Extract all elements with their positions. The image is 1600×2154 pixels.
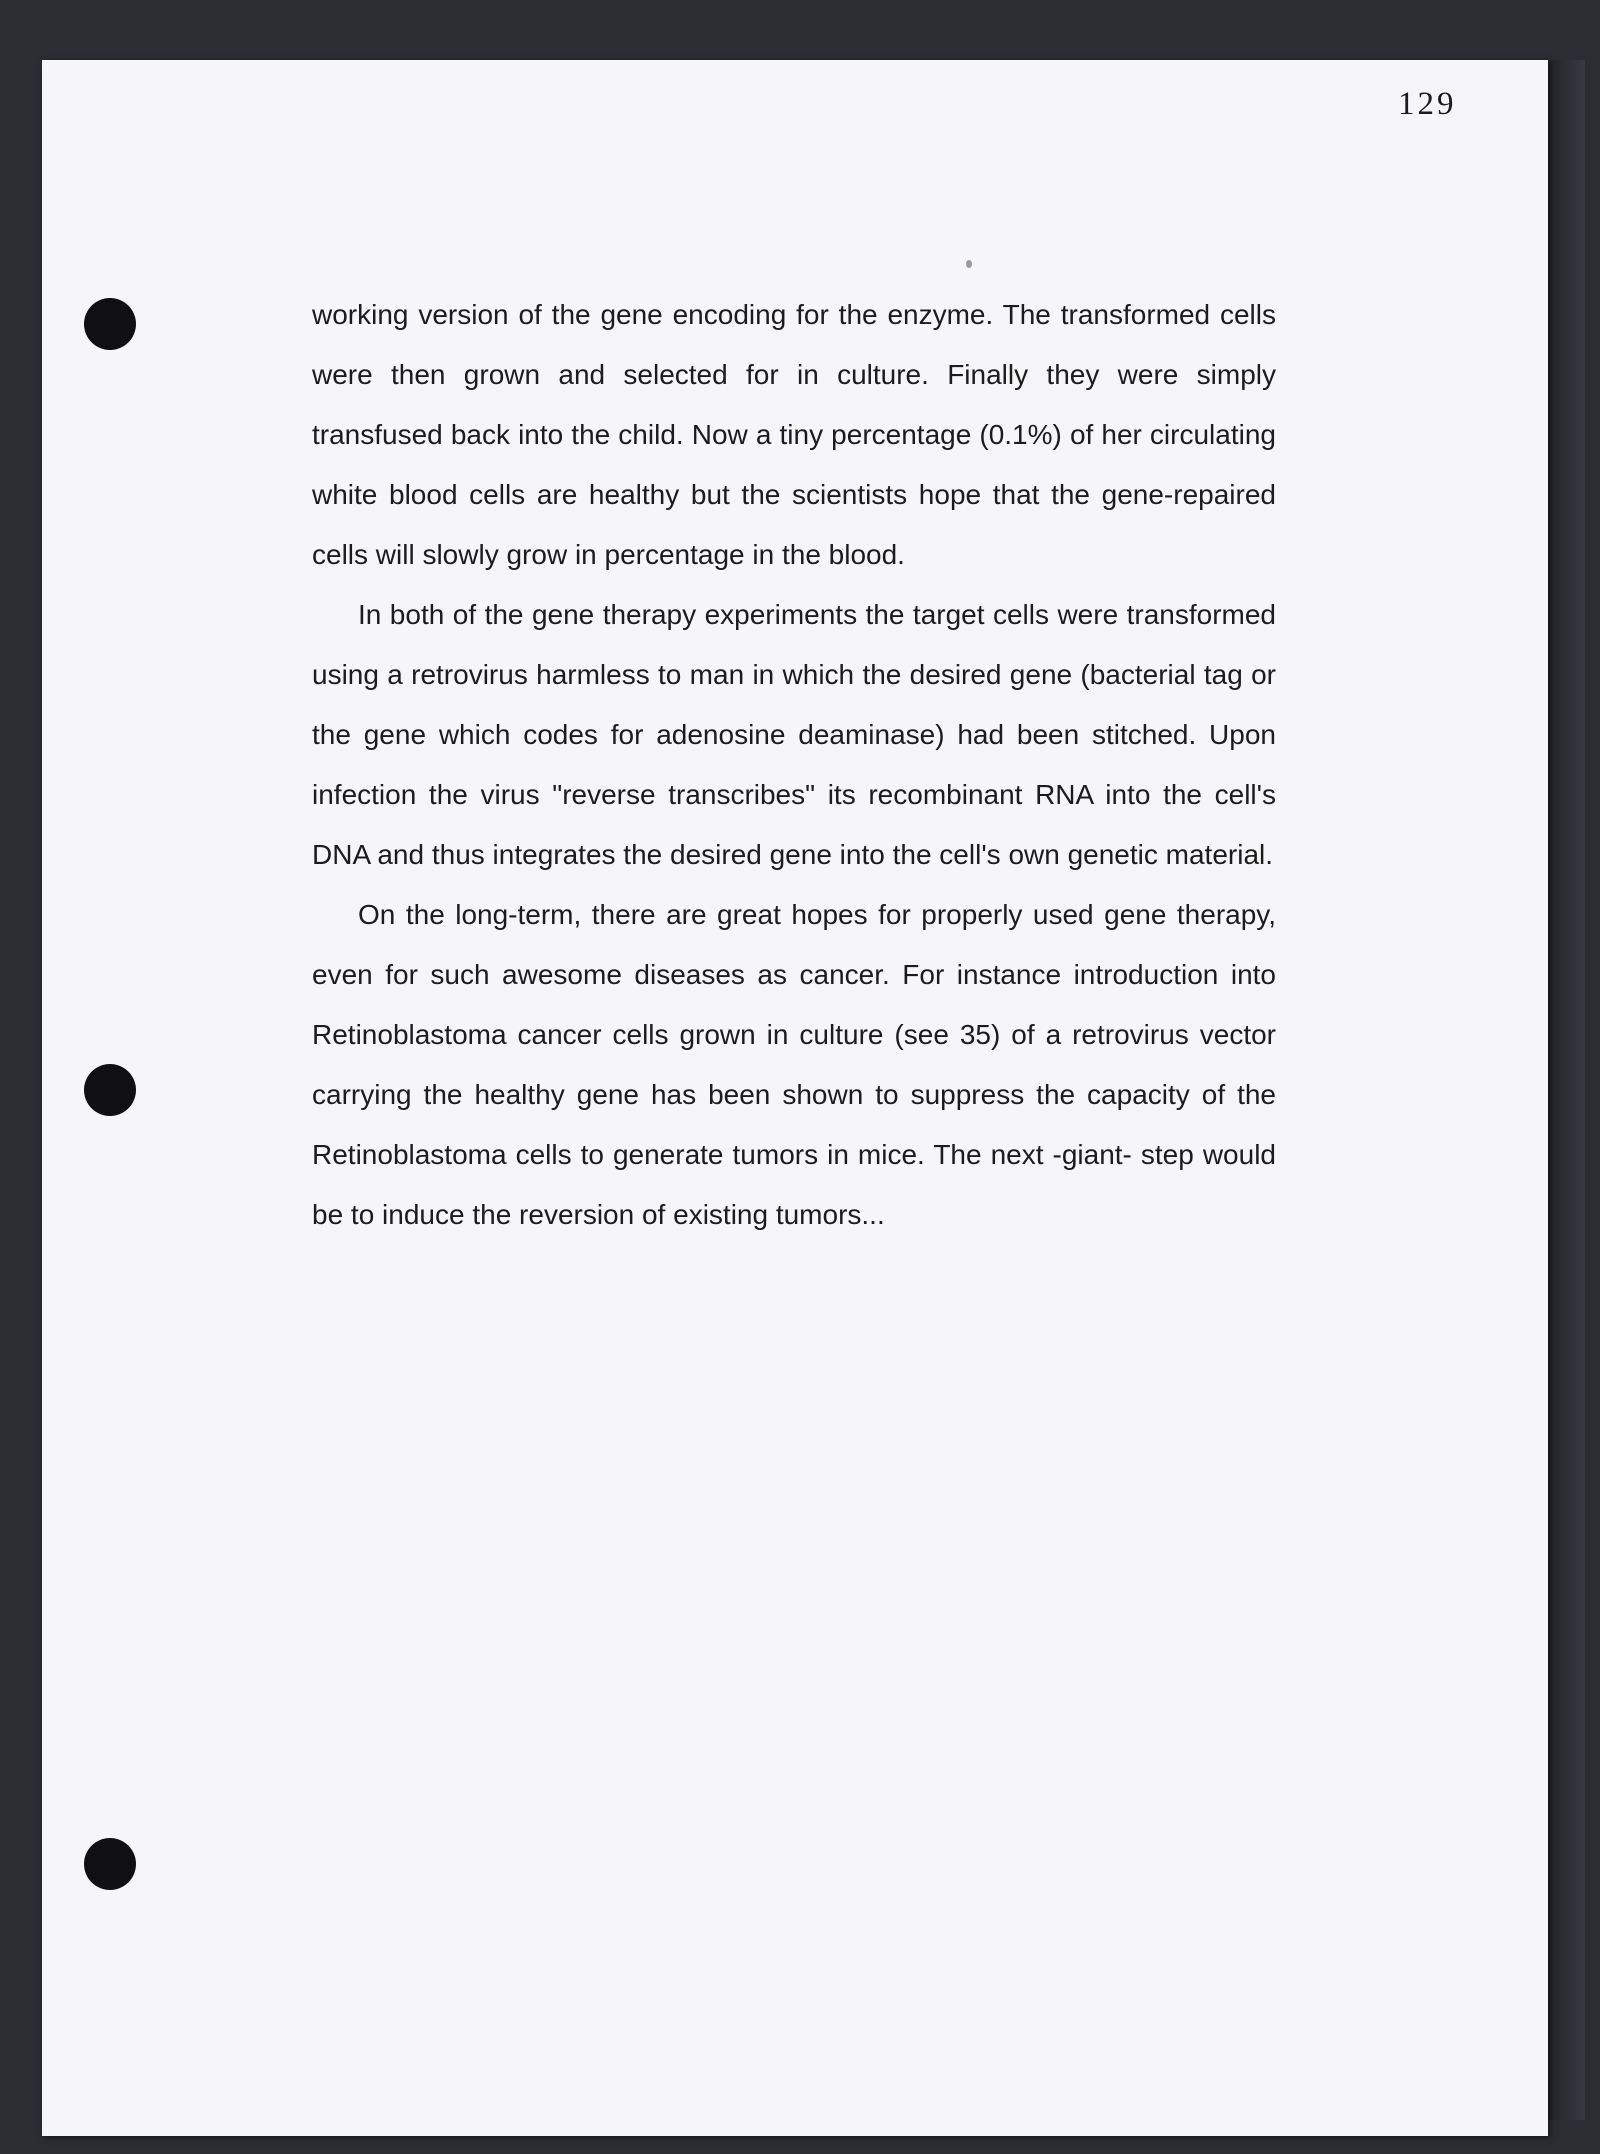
paragraph-continuation: working version of the gene encoding for the enzyme. The transformed cells were then grown and selected for in culture. Finally they were simply transfused back into the child. Now a tiny percentage (0.1%) of her circulating white blood cells are healthy but the scientists hope that the gene-repaired cells will slowly grow in percentage in the blood. (312, 299, 1276, 570)
paragraph-long-term-hopes: On the long-term, there are great hopes for properly used gene therapy, even for such awesome diseases as cancer. For instance introduction into Retinoblastoma cancer cells grown in culture (see 35) of a retrovirus vector carrying the healthy gene has been shown to suppress the capacity of the Retinoblastoma cells to generate tumors in mice. The next -giant- step would be to induce the reversion of existing tumors... (312, 899, 1276, 1230)
paragraph-gene-therapy-experiments: In both of the gene therapy experiments the target cells were transformed using a retrovirus harmless to man in which the desired gene (bacterial tag or the gene which codes for adenosine deaminase) had been stitched. Upon infection the virus "reverse transcribes" its recombinant RNA into the cell's DNA and thus integrates the desired gene into the cell's own genetic material. (312, 599, 1276, 870)
paper-speck (966, 260, 972, 268)
page-number: 129 (1398, 86, 1457, 122)
punch-hole-bottom (84, 1838, 136, 1890)
punch-hole-top (84, 298, 136, 350)
punch-hole-middle (84, 1064, 136, 1116)
body-text (312, 285, 1276, 1245)
scanner-backdrop (1545, 60, 1585, 2120)
